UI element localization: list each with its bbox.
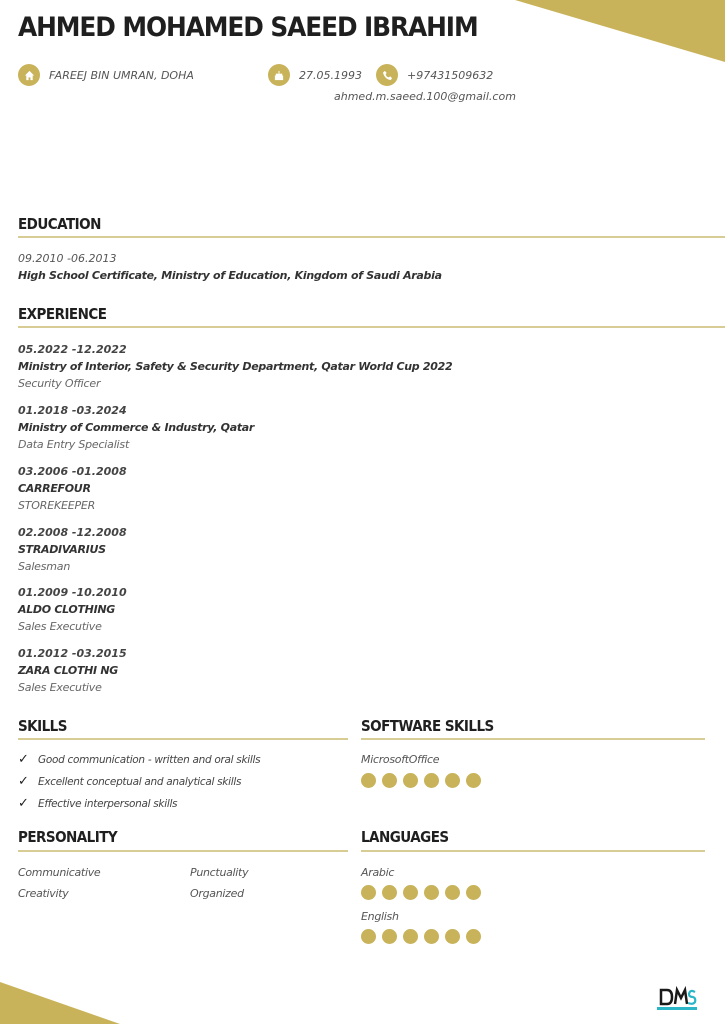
brand-logo-icon bbox=[657, 986, 697, 1010]
logo-underline bbox=[657, 1007, 697, 1010]
experience-date: 01.2012 -03.2015 bbox=[18, 647, 127, 660]
experience-entry bbox=[18, 402, 254, 453]
skill-item bbox=[18, 752, 260, 767]
experience-organization: STRADIVARIUS bbox=[18, 543, 106, 556]
skills-heading: SKILLS bbox=[18, 717, 67, 735]
rating-dot bbox=[445, 929, 460, 944]
rating-dot bbox=[361, 773, 376, 788]
experience-divider bbox=[18, 326, 725, 328]
experience-heading: EXPERIENCE bbox=[18, 305, 107, 323]
experience-organization: Ministry of Interior, Safety & Security Department, Qatar World Cup 2022 bbox=[18, 360, 453, 373]
phone-text[interactable]: +97431509632 bbox=[407, 68, 494, 82]
rating-dot bbox=[382, 929, 397, 944]
contact-phone bbox=[376, 64, 493, 86]
personality-trait: Communicative bbox=[18, 866, 101, 879]
checkmark-icon: ✓ bbox=[18, 752, 29, 767]
phone-icon bbox=[376, 64, 398, 86]
contact-address bbox=[18, 64, 194, 86]
address-text: FAREEJ BIN UMRAN, DOHA bbox=[49, 68, 194, 82]
rating-dot bbox=[382, 885, 397, 900]
rating-dot bbox=[361, 885, 376, 900]
skill-text: Excellent conceptual and analytical skills bbox=[38, 775, 242, 788]
personality-divider bbox=[18, 850, 348, 852]
education-heading: EDUCATION bbox=[18, 215, 101, 233]
skill-item bbox=[18, 796, 177, 811]
skill-text: Good communication - written and oral skills bbox=[38, 753, 261, 766]
experience-entry bbox=[18, 341, 452, 392]
rating-dot bbox=[361, 929, 376, 944]
experience-organization: Ministry of Commerce & Industry, Qatar bbox=[18, 421, 255, 434]
skills-divider bbox=[18, 738, 348, 740]
education-divider bbox=[18, 236, 725, 238]
checkmark-icon: ✓ bbox=[18, 796, 29, 811]
experience-role: Sales Executive bbox=[18, 681, 102, 694]
languages-divider bbox=[361, 850, 705, 852]
experience-date: 01.2018 -03.2024 bbox=[18, 404, 127, 417]
experience-role: Sales Executive bbox=[18, 620, 102, 633]
experience-date: 02.2008 -12.2008 bbox=[18, 526, 127, 539]
experience-entry bbox=[18, 645, 127, 696]
language-rating bbox=[361, 929, 481, 944]
home-icon bbox=[18, 64, 40, 86]
experience-date: 05.2022 -12.2022 bbox=[18, 343, 127, 356]
personality-heading: PERSONALITY bbox=[18, 828, 118, 846]
rating-dot bbox=[424, 929, 439, 944]
software-skill-rating bbox=[361, 773, 481, 788]
rating-dot bbox=[466, 929, 481, 944]
contact-birthdate bbox=[268, 64, 362, 86]
cake-icon bbox=[268, 64, 290, 86]
experience-entry bbox=[18, 524, 127, 575]
rating-dot bbox=[445, 773, 460, 788]
skill-text: Effective interpersonal skills bbox=[38, 797, 178, 810]
decorative-corner-top-right bbox=[515, 0, 725, 62]
experience-organization: CARREFOUR bbox=[18, 482, 91, 495]
candidate-name: AHMED MOHAMED SAEED IBRAHIM bbox=[18, 12, 478, 43]
experience-role: Security Officer bbox=[18, 377, 101, 390]
rating-dot bbox=[403, 773, 418, 788]
decorative-corner-bottom-left bbox=[0, 982, 120, 1024]
software-skill-name: MicrosoftOffice bbox=[361, 753, 440, 766]
personality-trait: Creativity bbox=[18, 887, 69, 900]
rating-dot bbox=[403, 885, 418, 900]
experience-entry bbox=[18, 584, 127, 635]
rating-dot bbox=[424, 885, 439, 900]
software-skills-divider bbox=[361, 738, 705, 740]
education-entry bbox=[18, 250, 442, 284]
personality-trait: Punctuality bbox=[190, 866, 249, 879]
education-institution: High School Certificate, Ministry of Education, Kingdom of Saudi Arabia bbox=[18, 269, 442, 282]
birthdate-text: 27.05.1993 bbox=[299, 68, 362, 82]
skill-item bbox=[18, 774, 241, 789]
email-link[interactable]: ahmed.m.saeed.100@gmail.com bbox=[334, 90, 516, 103]
experience-role: Data Entry Specialist bbox=[18, 438, 130, 451]
education-date: 09.2010 -06.2013 bbox=[18, 252, 117, 265]
experience-entry bbox=[18, 463, 127, 514]
software-skills-heading: SOFTWARE SKILLS bbox=[361, 717, 494, 735]
experience-role: Salesman bbox=[18, 560, 71, 573]
experience-role: STOREKEEPER bbox=[18, 499, 96, 512]
rating-dot bbox=[466, 885, 481, 900]
checkmark-icon: ✓ bbox=[18, 774, 29, 789]
language-name: Arabic bbox=[361, 866, 395, 879]
experience-date: 01.2009 -10.2010 bbox=[18, 586, 127, 599]
language-name: English bbox=[361, 910, 399, 923]
experience-organization: ZARA CLOTHI NG bbox=[18, 664, 119, 677]
experience-organization: ALDO CLOTHING bbox=[18, 603, 116, 616]
rating-dot bbox=[445, 885, 460, 900]
personality-trait: Organized bbox=[190, 887, 244, 900]
rating-dot bbox=[382, 773, 397, 788]
experience-date: 03.2006 -01.2008 bbox=[18, 465, 127, 478]
rating-dot bbox=[424, 773, 439, 788]
rating-dot bbox=[466, 773, 481, 788]
rating-dot bbox=[403, 929, 418, 944]
languages-heading: LANGUAGES bbox=[361, 828, 449, 846]
language-rating bbox=[361, 885, 481, 900]
